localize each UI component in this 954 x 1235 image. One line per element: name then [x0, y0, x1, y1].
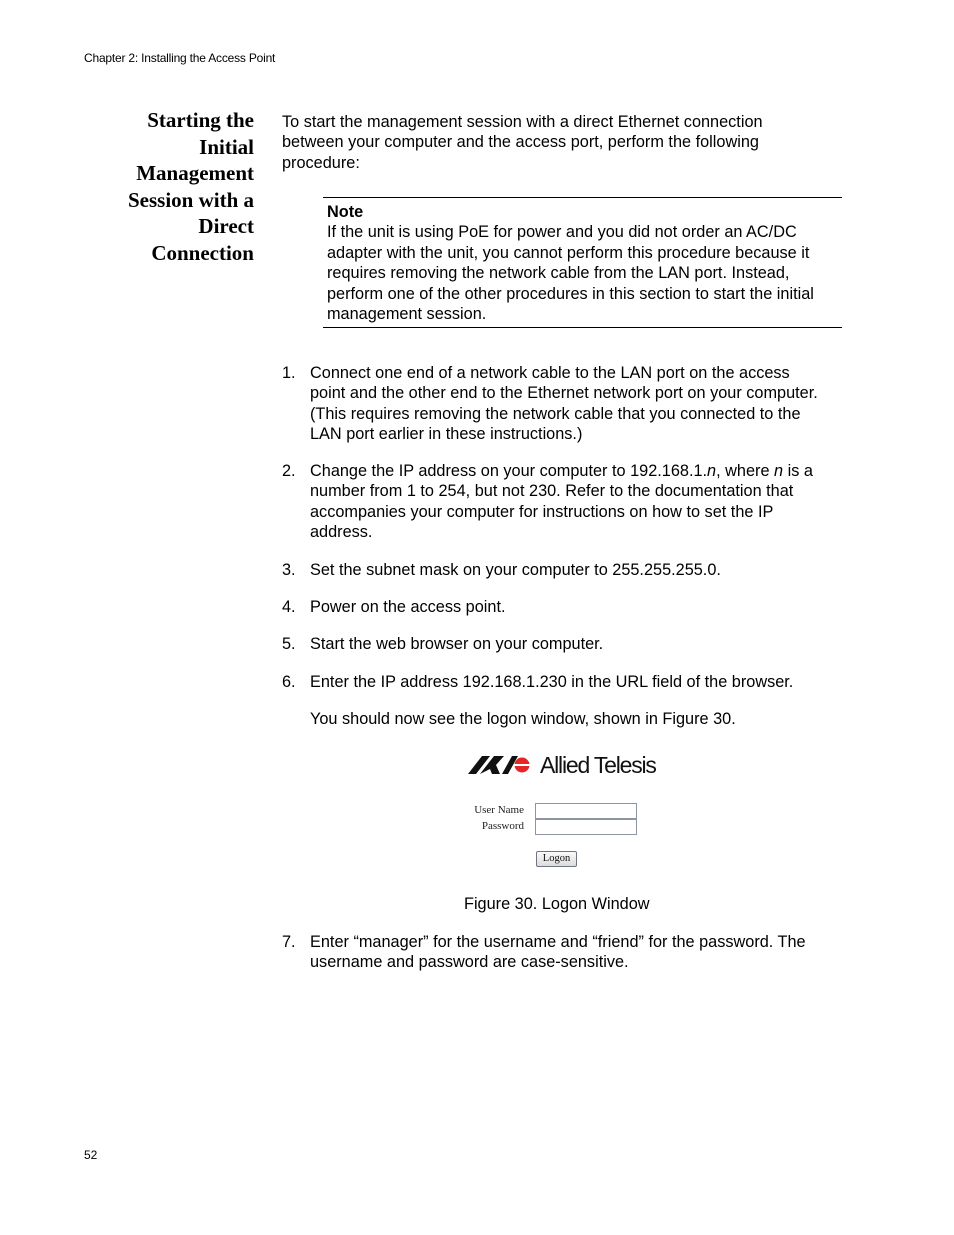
- note-line: perform one of the other procedures in this section to start the initial: [327, 284, 814, 303]
- figure-caption: Figure 30. Logon Window: [464, 895, 650, 913]
- logon-window-figure: [462, 750, 672, 875]
- username-label: User Name: [474, 804, 524, 816]
- step-line: (This requires removing the network cable that you connected to the: [310, 404, 801, 423]
- section-heading: [100, 107, 254, 266]
- step-line: [310, 461, 844, 481]
- intro-paragraph: [282, 112, 844, 173]
- section-heading-line: Direct: [198, 214, 254, 238]
- step-4: [282, 597, 844, 617]
- section-heading-line: Connection: [151, 240, 254, 265]
- step-7: [282, 932, 844, 973]
- step-6: [282, 672, 844, 692]
- step-number: 2.: [282, 462, 296, 480]
- note-title: Note: [327, 203, 364, 221]
- step-line: LAN port earlier in these instructions.): [310, 425, 583, 444]
- password-label: Password: [481, 820, 524, 832]
- step-6-result: You should now see the logon window, shown in Figure 30.: [310, 710, 736, 728]
- step-number: 5.: [282, 635, 296, 653]
- step-line: Enter “manager” for the username and “friend” for the password. The: [310, 933, 806, 951]
- page-number: 52: [84, 1148, 98, 1162]
- intro-line: To start the management session with a direct Ethernet connection: [282, 113, 763, 131]
- step-line: username and password are case-sensitive.: [310, 953, 629, 972]
- step-number: 4.: [282, 598, 296, 616]
- step-1: [282, 363, 844, 445]
- step-text: , where: [716, 462, 775, 480]
- step-line: accompanies your computer for instructions on how to set the IP: [310, 502, 774, 521]
- step-number: 1.: [282, 364, 296, 382]
- intro-line: procedure:: [282, 153, 360, 172]
- allied-telesis-logo: [468, 752, 668, 780]
- logon-button[interactable]: Logon: [536, 851, 577, 867]
- step-number: 6.: [282, 673, 296, 691]
- note-line: management session.: [327, 305, 487, 324]
- step-number: 7.: [282, 933, 296, 951]
- step-line: address.: [310, 523, 373, 542]
- allied-telesis-logo-mark: [468, 756, 530, 774]
- note-box: [323, 197, 842, 328]
- variable-n: n: [774, 462, 784, 480]
- intro-line: between your computer and the access port, perform the following: [282, 133, 759, 152]
- step-line: point and the other end to the Ethernet network port on your computer.: [310, 384, 818, 403]
- running-header: Chapter 2: Installing the Access Point: [84, 51, 276, 65]
- step-line: Set the subnet mask on your computer to 255.255.255.0.: [310, 561, 721, 579]
- logo-wordmark: Allied Telesis: [540, 752, 656, 778]
- section-heading-line: Management: [136, 161, 254, 185]
- note-line: adapter with the unit, you cannot perform this procedure because it: [327, 243, 810, 262]
- password-input[interactable]: [535, 819, 637, 835]
- username-input[interactable]: [535, 803, 637, 819]
- section-heading-line: Session with a: [127, 187, 254, 212]
- step-line: number from 1 to 254, but not 230. Refer to the documentation that: [310, 482, 794, 501]
- step-2: [282, 461, 844, 543]
- section-heading-line: Starting the: [147, 108, 254, 132]
- step-text: Change the IP address on your computer to 192.168.1.: [310, 462, 708, 480]
- step-text: is a: [783, 462, 813, 480]
- step-5: [282, 634, 844, 654]
- variable-n: n: [707, 462, 717, 480]
- step-line: Enter the IP address 192.168.1.230 in the URL field of the browser.: [310, 673, 794, 691]
- step-line: Start the web browser on your computer.: [310, 635, 604, 653]
- step-line: Connect one end of a network cable to the LAN port on the access: [310, 364, 790, 382]
- step-3: [282, 560, 844, 580]
- step-line: Power on the access point.: [310, 598, 506, 616]
- note-line: requires removing the network cable from the LAN port. Instead,: [327, 264, 790, 283]
- section-heading-line: Initial: [199, 134, 254, 159]
- note-line: If the unit is using PoE for power and you did not order an AC/DC: [327, 223, 797, 242]
- step-number: 3.: [282, 561, 296, 579]
